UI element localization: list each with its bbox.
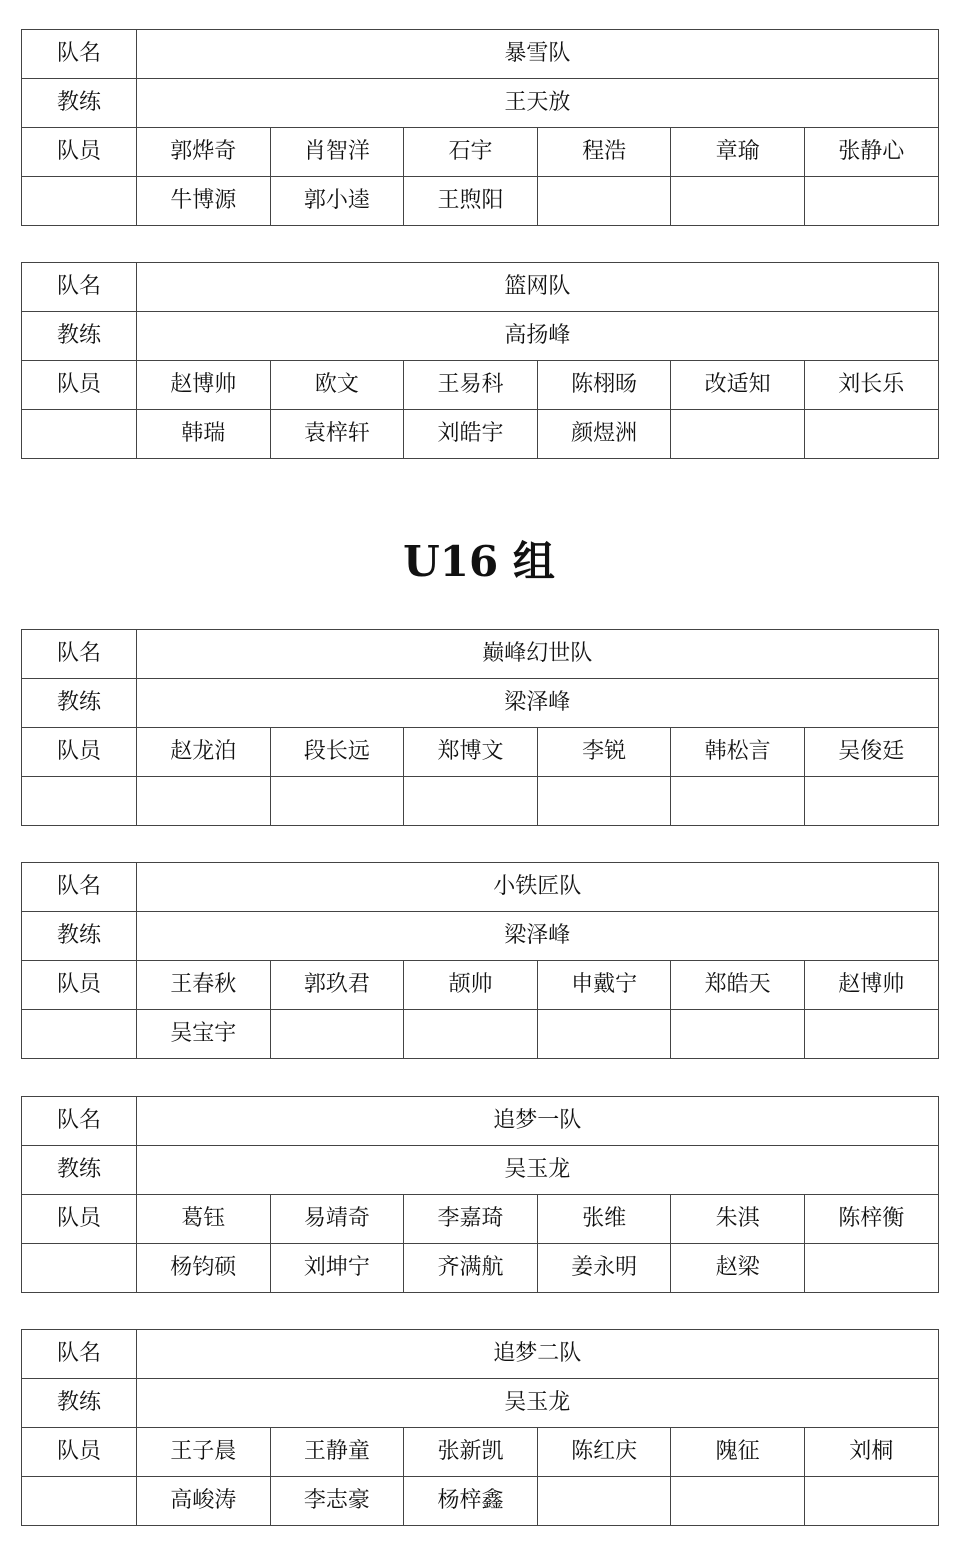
players-row-continued [22,1477,939,1526]
team-name-value: 篮网队 [137,263,939,312]
player-cell: 张静心 [804,128,938,177]
players-row-continued [22,1244,939,1293]
player-cell [537,1010,671,1059]
player-cell: 袁梓轩 [270,410,404,459]
player-cell [404,777,538,826]
players-row [22,728,939,777]
coach-value: 梁泽峰 [137,679,939,728]
player-cell: 赵梁 [671,1244,805,1293]
player-cell [671,1010,805,1059]
players-row [22,961,939,1010]
player-cell: 王静童 [270,1428,404,1477]
player-cell [537,1477,671,1526]
player-cell: 朱淇 [671,1195,805,1244]
player-cell: 吴俊廷 [804,728,938,777]
team-name-label: 队名 [22,263,137,312]
player-cell [537,177,671,226]
player-cell: 赵博帅 [137,361,271,410]
team-table [21,1329,939,1526]
player-cell [137,777,271,826]
player-cell [671,177,805,226]
player-cell: 章瑜 [671,128,805,177]
player-cell: 王春秋 [137,961,271,1010]
player-cell: 刘皓宇 [404,410,538,459]
coach-value: 吴玉龙 [137,1379,939,1428]
players-row-continued [22,177,939,226]
player-cell: 杨钧硕 [137,1244,271,1293]
players-row [22,1195,939,1244]
empty-label-cell [22,410,137,459]
team-table [21,629,939,826]
player-cell: 郑皓天 [671,961,805,1010]
player-cell [537,777,671,826]
team-name-value: 追梦一队 [137,1097,939,1146]
coach-label: 教练 [22,1379,137,1428]
player-cell: 王煦阳 [404,177,538,226]
player-cell: 韩瑞 [137,410,271,459]
team-table [21,262,939,459]
player-cell: 赵博帅 [804,961,938,1010]
player-cell: 郭烨奇 [137,128,271,177]
team-name-value: 暴雪队 [137,30,939,79]
players-label: 队员 [22,961,137,1010]
player-cell [671,410,805,459]
player-cell [804,1477,938,1526]
player-cell: 郑博文 [404,728,538,777]
empty-label-cell [22,1244,137,1293]
players-label: 队员 [22,128,137,177]
player-cell: 齐满航 [404,1244,538,1293]
player-cell [804,410,938,459]
players-row-continued [22,777,939,826]
coach-row [22,79,939,128]
empty-label-cell [22,777,137,826]
team-name-row [22,863,939,912]
players-label: 队员 [22,1428,137,1477]
team-name-row [22,30,939,79]
coach-value: 王天放 [137,79,939,128]
empty-label-cell [22,177,137,226]
coach-row [22,912,939,961]
team-name-value: 追梦二队 [137,1330,939,1379]
player-cell: 刘长乐 [804,361,938,410]
player-cell [804,177,938,226]
player-cell: 李锐 [537,728,671,777]
coach-label: 教练 [22,679,137,728]
player-cell: 改适知 [671,361,805,410]
players-label: 队员 [22,728,137,777]
player-cell: 王易科 [404,361,538,410]
team-name-row [22,1097,939,1146]
player-cell [404,1010,538,1059]
player-cell: 牛博源 [137,177,271,226]
player-cell: 石宇 [404,128,538,177]
player-cell: 张维 [537,1195,671,1244]
player-cell: 李嘉琦 [404,1195,538,1244]
player-cell: 申戴宁 [537,961,671,1010]
player-cell: 郭玖君 [270,961,404,1010]
player-cell [270,777,404,826]
player-cell: 杨梓鑫 [404,1477,538,1526]
team-table [21,1096,939,1293]
player-cell [804,1010,938,1059]
player-cell [270,1010,404,1059]
team-name-label: 队名 [22,863,137,912]
player-cell [804,777,938,826]
player-cell: 葛钰 [137,1195,271,1244]
player-cell: 刘坤宁 [270,1244,404,1293]
team-name-row [22,263,939,312]
players-row-continued [22,1010,939,1059]
player-cell: 肖智洋 [270,128,404,177]
player-cell: 张新凯 [404,1428,538,1477]
player-cell [671,1477,805,1526]
player-cell: 刘桐 [804,1428,938,1477]
section-title-u16: U16 组 [403,537,555,586]
player-cell: 王子晨 [137,1428,271,1477]
coach-row [22,1379,939,1428]
player-cell: 颜煜洲 [537,410,671,459]
player-cell: 吴宝宇 [137,1010,271,1059]
player-cell: 欧文 [270,361,404,410]
coach-label: 教练 [22,912,137,961]
team-table [21,29,939,226]
players-row [22,361,939,410]
player-cell: 郭小逵 [270,177,404,226]
coach-value: 高扬峰 [137,312,939,361]
player-cell: 高峻涛 [137,1477,271,1526]
team-table [21,862,939,1059]
coach-row [22,679,939,728]
team-name-value: 小铁匠队 [137,863,939,912]
coach-row [22,312,939,361]
players-row [22,128,939,177]
player-cell: 陈红庆 [537,1428,671,1477]
coach-label: 教练 [22,312,137,361]
player-cell: 隗征 [671,1428,805,1477]
player-cell: 易靖奇 [270,1195,404,1244]
players-label: 队员 [22,1195,137,1244]
players-row-continued [22,410,939,459]
coach-label: 教练 [22,79,137,128]
team-name-label: 队名 [22,1330,137,1379]
player-cell [804,1244,938,1293]
team-name-label: 队名 [22,1097,137,1146]
player-cell: 程浩 [537,128,671,177]
player-cell [671,777,805,826]
player-cell: 赵龙泊 [137,728,271,777]
players-row [22,1428,939,1477]
player-cell: 李志豪 [270,1477,404,1526]
player-cell: 段长远 [270,728,404,777]
coach-value: 梁泽峰 [137,912,939,961]
player-cell: 韩松言 [671,728,805,777]
empty-label-cell [22,1477,137,1526]
coach-value: 吴玉龙 [137,1146,939,1195]
players-label: 队员 [22,361,137,410]
team-name-row [22,630,939,679]
team-name-label: 队名 [22,630,137,679]
player-cell: 陈梓衡 [804,1195,938,1244]
coach-label: 教练 [22,1146,137,1195]
team-name-label: 队名 [22,30,137,79]
player-cell: 颉帅 [404,961,538,1010]
player-cell: 陈栩旸 [537,361,671,410]
empty-label-cell [22,1010,137,1059]
team-name-value: 巅峰幻世队 [137,630,939,679]
coach-row [22,1146,939,1195]
player-cell: 姜永明 [537,1244,671,1293]
team-name-row [22,1330,939,1379]
